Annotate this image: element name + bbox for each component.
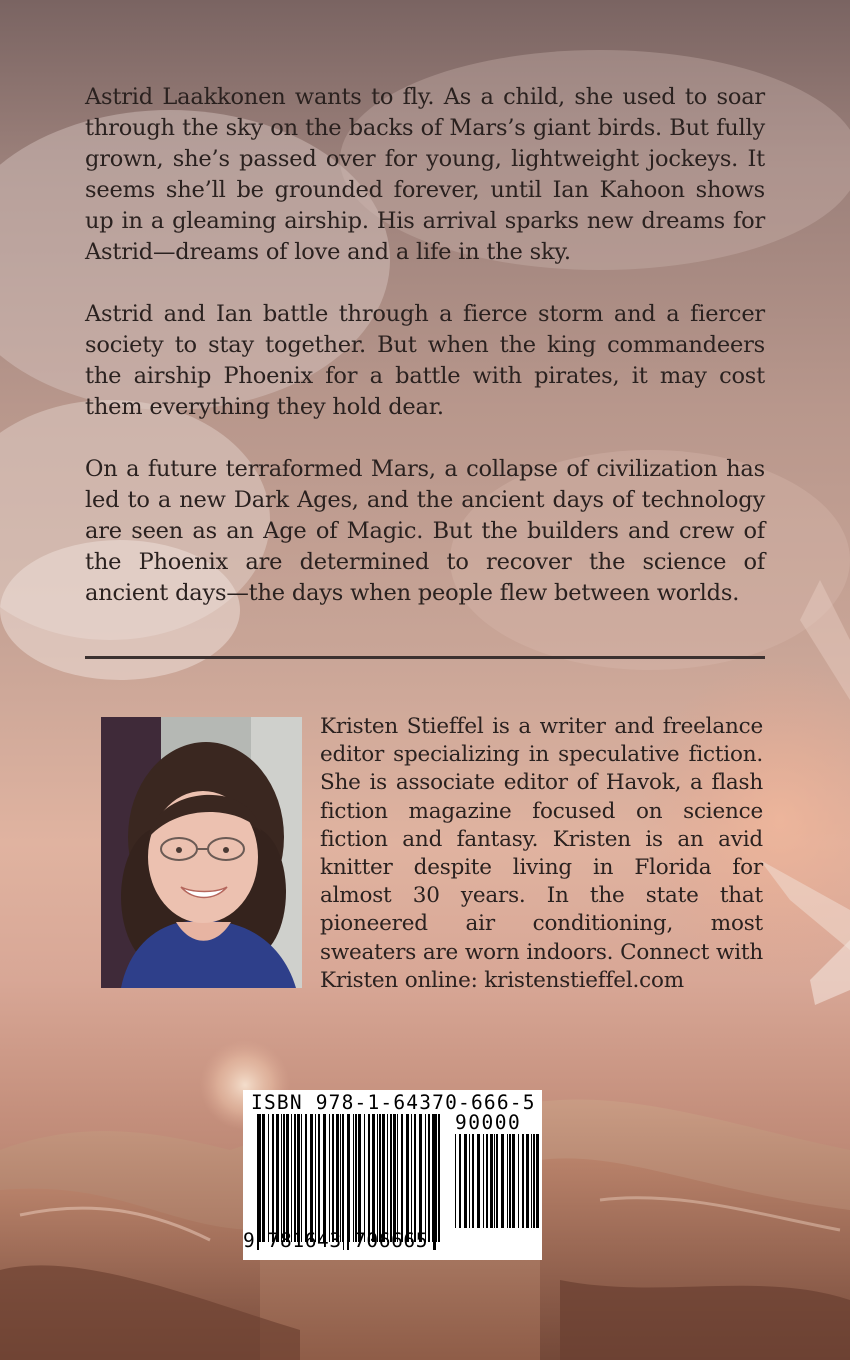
barcode-bar: [512, 1134, 515, 1228]
barcode-bar: [419, 1114, 422, 1242]
barcode-bar: [272, 1114, 274, 1242]
barcode-bar: [455, 1134, 456, 1228]
barcode-bar: [294, 1114, 296, 1242]
barcode-bar: [414, 1114, 416, 1242]
barcode-bar: [390, 1114, 392, 1242]
barcode-bar: [526, 1134, 529, 1228]
barcode-bar: [438, 1114, 440, 1242]
barcode-bar: [509, 1134, 511, 1228]
author-bio: Kristen Stieffel is a writer and freelance editor specializing in speculative fiction. She is associate editor of Havok, a flash fiction magazine focused on science fiction and fantasy. Kristen is an avid knitter despite living in Florida for almost 30 years. In the state that pioneered air conditioning, most sweaters are worn indoors. Connect with Kristen online: kristenstieffel.com: [320, 714, 763, 993]
barcode-bar: [490, 1134, 493, 1228]
barcode-bar: [507, 1134, 508, 1228]
barcode-bar: [387, 1114, 388, 1242]
barcode-bar: [428, 1114, 430, 1242]
barcode-bar: [406, 1114, 409, 1242]
barcode-bar: [262, 1114, 265, 1242]
barcode-bar: [496, 1134, 498, 1228]
barcode-bar: [411, 1114, 412, 1242]
barcode-bar: [483, 1134, 484, 1228]
barcode-bar: [368, 1114, 370, 1242]
barcode-bar: [501, 1134, 504, 1228]
barcode-bar: [522, 1134, 524, 1228]
barcode-bar: [393, 1114, 396, 1242]
barcode-bar: [364, 1114, 365, 1242]
barcode-bar: [382, 1114, 385, 1242]
section-divider: [85, 656, 765, 659]
barcode-bar: [397, 1114, 398, 1242]
barcode-bar: [315, 1114, 316, 1242]
barcode-bar: [283, 1114, 285, 1242]
barcode-bar: [336, 1114, 339, 1242]
barcode-bar: [533, 1134, 535, 1228]
barcode-bar: [379, 1114, 381, 1242]
barcode-bar: [281, 1114, 282, 1242]
barcode-bar: [358, 1114, 361, 1242]
barcode-bar: [310, 1114, 313, 1242]
barcode-bar: [477, 1134, 480, 1228]
barcode-bar: [301, 1114, 302, 1242]
barcode-bar: [355, 1114, 357, 1242]
barcode-bar: [297, 1114, 300, 1242]
author-photo: [101, 717, 302, 988]
barcode-bar: [329, 1114, 330, 1242]
barcode-bar: [259, 1114, 261, 1242]
barcode-bar: [305, 1114, 307, 1242]
barcode-bar: [372, 1114, 375, 1242]
blurb-paragraph-1: Astrid Laakkonen wants to fly. As a child, she used to soar through the sky on the backs of Mars’s giant birds. But fully grown, she’s passed over for young, lightweight jockeys. It seems she’ll be grounded forever, until Ian Kahoon shows up in a gleaming airship. His arrival sparks new dreams for Astrid—dreams of love and a life in the sky.: [85, 84, 765, 265]
barcode-bar: [323, 1114, 326, 1242]
barcode-bar: [536, 1134, 539, 1228]
isbn-text: ISBN 978-1-64370-666-5: [251, 1091, 536, 1114]
barcode-bar: [276, 1114, 279, 1242]
barcode-bar: [340, 1114, 341, 1242]
barcode-bar: [494, 1134, 495, 1228]
barcode-bar: [486, 1134, 488, 1228]
barcode-bar: [291, 1114, 292, 1242]
barcode-bar: [268, 1114, 269, 1242]
barcode-bar: [353, 1114, 354, 1242]
barcode-bar: [436, 1114, 437, 1242]
price-code: 90000: [455, 1111, 522, 1134]
barcode-bar: [531, 1134, 532, 1228]
barcode-bar: [469, 1134, 470, 1228]
barcode-bar: [332, 1114, 334, 1242]
barcode-bar: [425, 1114, 426, 1242]
barcode-bar: [459, 1134, 461, 1228]
barcode-bar: [472, 1134, 474, 1228]
blurb-paragraph-2: Astrid and Ian battle through a fierce storm and a fiercer society to stay together. But when the king commandeers the airship Phoenix for a battle with pirates, it may cost them everything they hold dear.: [85, 301, 765, 420]
isbn-barcode: [243, 1090, 542, 1260]
barcode-bar: [286, 1114, 289, 1242]
barcode-bar: [433, 1114, 436, 1250]
barcode-bar: [518, 1134, 519, 1228]
barcode-bar: [464, 1134, 467, 1228]
barcode-bar: [377, 1114, 378, 1242]
barcode-bar: [318, 1114, 320, 1242]
barcode-bar: [401, 1114, 403, 1242]
ean-digits: 9 781643 706665: [243, 1229, 429, 1252]
blurb-paragraph-3: On a future terraformed Mars, a collapse of civilization has led to a new Dark Ages, and the ancient days of technology are seen as an Age of Magic. But the builders and crew of the Phoenix are determined to recover the science of ancient days—the days when people flew between worlds.: [85, 456, 765, 606]
